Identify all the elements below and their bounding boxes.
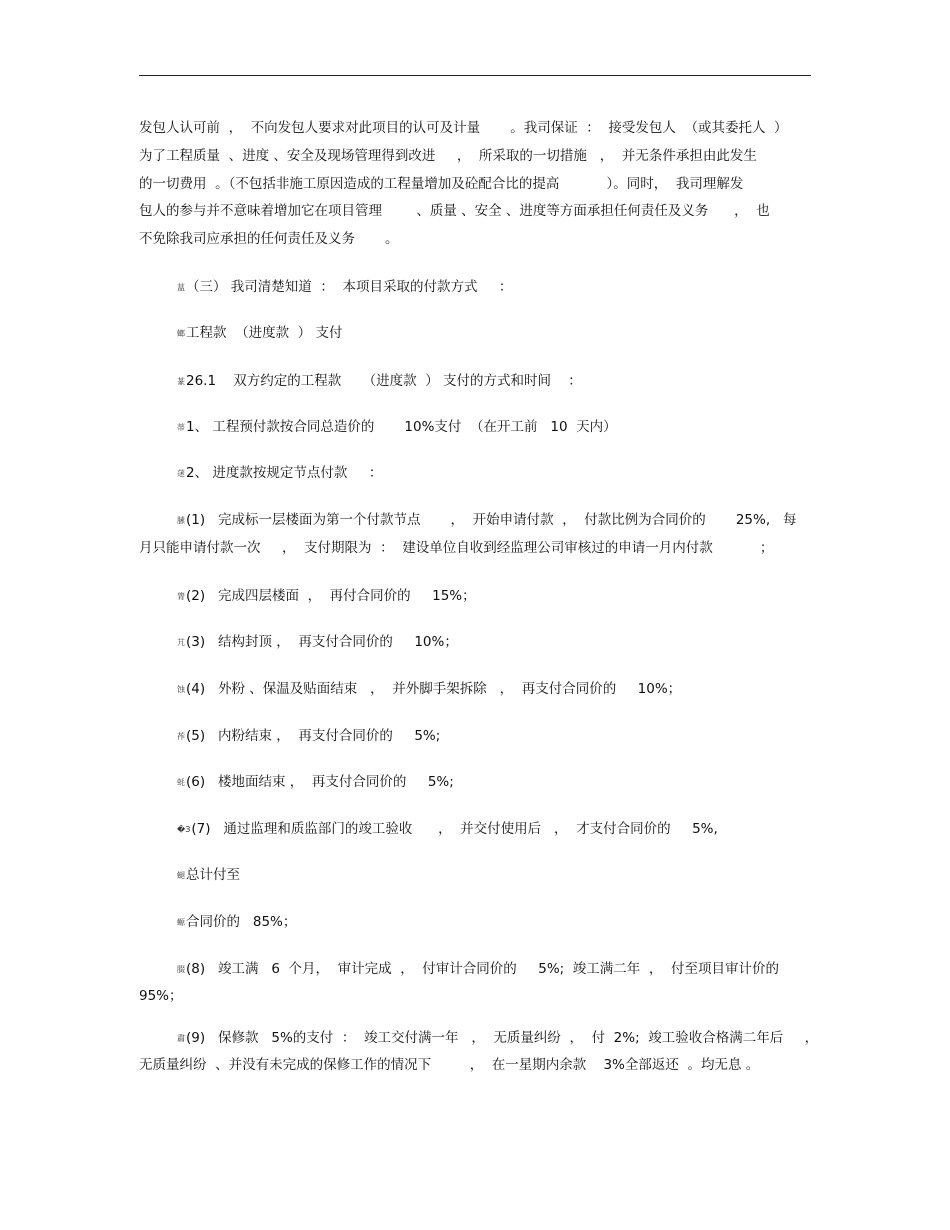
paragraph-continuation: 月只能申请付款一次 ， 支付期限为 ： 建设单位自收到经监理公司审核过的申请一月内付款 ； <box>139 540 774 556</box>
margin-mark: 腏 <box>177 965 185 974</box>
intro-line: 不免除我司应承担的任何责任及义务 。 <box>139 231 399 247</box>
paragraph-text: (5) 内粉结束 ， 再支付合同价的 5%; <box>186 728 441 744</box>
paragraph <box>177 418 617 437</box>
intro-line: 的一切费用 。（不包括非施工原因造成的工程量增加及砼配合比的提高 ）。同时， 我司理解发 <box>139 176 744 192</box>
paragraph <box>177 866 240 885</box>
paragraph-continuation: 无质量纠纷 、并没有未完成的保修工作的情况下 ， 在一星期内余款 3%全部返还 。均无息 。 <box>139 1057 760 1073</box>
paragraph-continuation: 95%； <box>139 988 183 1004</box>
paragraph <box>177 372 582 391</box>
paragraph <box>177 913 296 932</box>
margin-mark: 螈 <box>177 918 185 927</box>
margin-mark: 蒃 <box>177 377 185 386</box>
intro-line: 为了工程质量 、进度 、安全及现场管理得到改进 ， 所采取的一切措施 ， 并无条件承担由此发生 <box>139 148 757 164</box>
margin-mark: 膂 <box>177 592 185 601</box>
paragraph <box>177 1029 818 1048</box>
margin-mark: 蒂 <box>177 423 185 432</box>
paragraph <box>177 324 342 343</box>
paragraph <box>177 773 454 792</box>
margin-mark: 蚀 <box>177 685 185 694</box>
paragraph-text: (8) 竣工满 6 个月， 审计完成 ， 付审计合同价的 5%; 竣工满二年 ， 付至项目审计价的 <box>186 961 779 977</box>
paragraph-text: 工程款 （进度款 ） 支付 <box>186 325 343 341</box>
paragraph-text: (9) 保修款 5%的支付 ： 竣工交付满一年 ， 无质量纠纷 ， 付 2%; 竣工验收合格满二年后 ， <box>186 1030 819 1046</box>
margin-mark: 蒀 <box>177 283 185 292</box>
margin-mark: 蒁 <box>177 469 185 478</box>
paragraph-text: 2、 进度款按规定节点付款 ： <box>186 465 383 481</box>
paragraph <box>177 464 382 483</box>
margin-mark: �З <box>177 825 191 834</box>
margin-mark: 螂 <box>177 329 185 338</box>
paragraph <box>177 511 797 530</box>
paragraph <box>177 727 440 746</box>
paragraph-text: 1、 工程预付款按合同总造价的 10%支付 （在开工前 10 天内） <box>186 419 617 435</box>
paragraph-text: (2) 完成四层楼面 ， 再付合同价的 15%； <box>186 588 476 604</box>
header-rule <box>139 75 811 76</box>
margin-mark: 膆 <box>177 516 185 525</box>
paragraph-text: (6) 楼地面结束 ， 再支付合同价的 5%; <box>186 774 454 790</box>
paragraph <box>177 680 681 699</box>
paragraph-text: 合同价的 85%； <box>186 914 297 930</box>
paragraph <box>177 820 718 839</box>
paragraph-text: 总计付至 <box>186 867 240 883</box>
paragraph <box>177 633 458 652</box>
margin-mark: 芁 <box>177 638 185 647</box>
paragraph-text: 26.1 双方约定的工程款 （进度款 ） 支付的方式和时间 ： <box>186 373 582 389</box>
paragraph <box>177 960 779 979</box>
intro-line: 发包人认可前 ， 不向发包人要求对此项目的认可及计量 。我司保证 ： 接受发包人 （或其委托人 ） <box>139 120 788 136</box>
margin-mark: 肅 <box>177 1034 185 1043</box>
margin-mark: 莋 <box>177 732 185 741</box>
margin-mark: 螁 <box>177 871 185 880</box>
paragraph <box>177 587 476 606</box>
intro-line: 包人的参与并不意味着增加它在项目管理 、质量 、安全 、进度等方面承担任何责任及义务 ， 也 <box>139 203 770 219</box>
paragraph-text: (7) 通过监理和质监部门的竣工验收 ， 并交付使用后 ， 才支付合同价的 5%, <box>191 821 718 837</box>
paragraph-text: (3) 结构封顶 ， 再支付合同价的 10%； <box>186 634 458 650</box>
paragraph-text: (1) 完成标一层楼面为第一个付款节点 ， 开始申请付款 ， 付款比例为合同价的 25%, 每 <box>186 512 797 528</box>
paragraph-text: (4) 外粉 、保温及贴面结束 ， 并外脚手架拆除 ， 再支付合同价的 10%； <box>186 681 682 697</box>
margin-mark: 蚝 <box>177 778 185 787</box>
paragraph-text: （三） 我司清楚知道 ： 本项目采取的付款方式 ： <box>186 279 513 295</box>
section-heading <box>177 278 512 297</box>
